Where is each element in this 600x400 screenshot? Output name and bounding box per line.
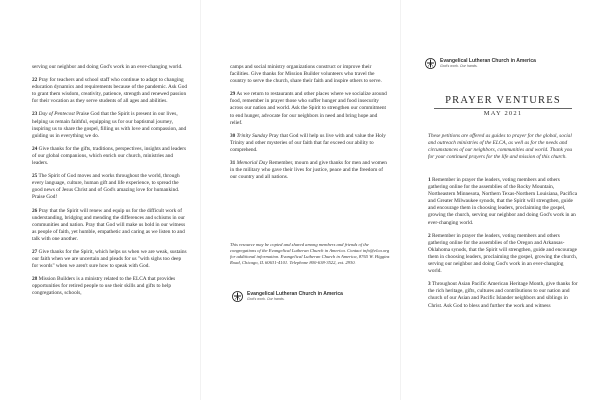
entry-text: Pray that God will help us live with and value the Holy Trinity and other mysteries of our faith that far exceed our ability to comprehend. bbox=[230, 132, 386, 153]
entry-text: Give thanks for the Spirit, which helps us when we are weak, sustains our faith when we are uncertain and pleads for us "with sighs too deep for words" when we aren't sure how to speak with God. bbox=[32, 248, 187, 270]
entry-number: 23 bbox=[32, 111, 38, 118]
entry-number: 31 bbox=[230, 160, 236, 167]
entry-number: 27 bbox=[32, 248, 38, 255]
entry-text: The Spirit of God moves and works throughout the world, through every language, culture, human gift and life experience, to spread the good news of Jesus Christ and of God's amazing love for humankind. Praise God! bbox=[32, 173, 180, 201]
column-1 bbox=[0, 0, 200, 400]
title-divider bbox=[434, 108, 572, 109]
elca-logo-footer bbox=[232, 291, 343, 302]
cross-logo-icon bbox=[425, 58, 436, 69]
org-name: Evangelical Lutheran Church in America bbox=[440, 58, 536, 65]
entry-number: 3 bbox=[428, 281, 431, 288]
carryover-text: camps and social ministry organizations construct or improve their facilities. Give thanks for Mission Builder volunteers who travel the country to serve the church, share their faith and inspire others to serve. bbox=[230, 64, 382, 85]
prayer-entry-29 bbox=[230, 91, 388, 126]
prayer-entry-27 bbox=[32, 249, 188, 270]
org-tagline: God's work. Our hands. bbox=[440, 64, 478, 69]
column-3 bbox=[400, 0, 600, 400]
carryover-text: serving our neighbor and doing God's work in an ever-changing world. bbox=[32, 64, 183, 70]
page-subtitle: MAY 2021 bbox=[483, 110, 523, 117]
entry-number: 26 bbox=[32, 207, 38, 214]
prayer-entry-1 bbox=[428, 177, 578, 227]
entry-text: As we return to restaurants and other places where we socialize around food, remember in prayer those who suffer hunger and food insecurity across our nation and world. Ask the Spirit to strengthen our commitment to end hunger, advocate for our neighbors in need and bring hope and relief. bbox=[230, 91, 387, 126]
entry-text: Mission Builders is a ministry related to the ELCA that provides opportunities for retired people to use their skills and gifts to help congregations, schools, bbox=[32, 276, 176, 297]
entry-text: Throughout Asian Pacific American Heritage Month, give thanks for the rich heritage, gifts, cultures and contributions to our nation and church of our Asian and Pacific Islander neighbors and siblings in Christ. Ask God to bless and further the work and witness bbox=[428, 281, 578, 309]
entry-number: 2 bbox=[428, 232, 431, 239]
prayer-entry-30 bbox=[230, 133, 388, 154]
org-tagline: God's work. Our hands. bbox=[247, 297, 285, 302]
entry-text: Remember, mourn and give thanks for men and women in the military who gave their lives for justice, peace and the freedom of our country and all nations. bbox=[230, 160, 387, 181]
elca-logo-header bbox=[425, 58, 578, 69]
entry-number: 1 bbox=[428, 177, 431, 183]
entry-number: 24 bbox=[32, 145, 38, 152]
intro-text: These petitions are offered as guides to prayer for the global, social and outreach ministries of the ELCA, as well as for the needs and circumstances of our neighbors, communities and world. Thank you for your continued prayers for the life and mission of this church. bbox=[428, 133, 572, 160]
entry-text: Praise God that the Spirit is present in our lives, helping us remain faithful, equipping us for our baptismal journey, inspiring us to share the gospel, filling us with love and compassion, and guiding us in everything we do. bbox=[32, 111, 187, 139]
entry-number: 30 bbox=[230, 132, 236, 139]
prayer-entry-23 bbox=[32, 111, 188, 139]
entry-number: 25 bbox=[32, 173, 38, 180]
entry-number: 22 bbox=[32, 77, 38, 84]
entry-text: Remember in prayer the leaders, voting members and others gathering online for the assemblies of the Rocky Mountain, Northeastern Minnesota, Northern Texas-Northern Louisiana, Pacifica and Greater Milwaukee synods, that the Spirit will strengthen, guide and encourage them in choosing leaders, proclaiming the gospel, growing the church, serving our neighbor and doing God's work in an ever-changing world. bbox=[428, 177, 578, 226]
page-title: PRAYER VENTURES bbox=[445, 95, 561, 106]
prayer-entry-24 bbox=[32, 146, 188, 167]
prayer-entry-28 bbox=[32, 276, 188, 297]
org-name: Evangelical Lutheran Church in America bbox=[247, 291, 343, 298]
prayer-entry-22 bbox=[32, 77, 188, 105]
entry-feast: Day of Pentecost bbox=[38, 111, 75, 118]
entry-number: 28 bbox=[32, 276, 38, 283]
entry-text: Pray that the Spirit will renew and equip us for the difficult work of understanding, bridging and mending the differences and schisms in our communities and nation. Pray that God will make us bold in our witness as people of faith, yet humble, empathetic and caring as we listen to and talk with one another. bbox=[32, 207, 186, 242]
prayer-entry-31 bbox=[230, 160, 388, 181]
column-2 bbox=[200, 0, 400, 400]
prayer-entry-3 bbox=[428, 281, 578, 309]
entry-number: 29 bbox=[230, 91, 236, 98]
cross-logo-icon bbox=[232, 291, 243, 302]
copyright-notice: This resource may be copied and shared among members and friends of the congregations of the Evangelical Lutheran Church in America. Contact info@elca.org for additional information. Evangelical Lutheran Church in America, 8765 W. Higgins Road, Chicago, IL 60631-4101. Telephone 800-638-3522, ext. 2930. bbox=[230, 242, 390, 266]
entry-feast: Trinity Sunday bbox=[236, 132, 268, 139]
entry-text: Pray for teachers and school staff who continue to adapt to changing education dynamics and requirements because of the pandemic. Ask God to grant them wisdom, creativity, patience, strength and renewed passion for their vocation as they serve students of all ages and abilities. bbox=[32, 77, 188, 105]
prayer-entry-26 bbox=[32, 208, 188, 243]
prayer-entry-25 bbox=[32, 173, 188, 201]
prayer-entry-2 bbox=[428, 233, 578, 276]
entry-feast: Memorial Day bbox=[236, 160, 268, 167]
entry-text: Give thanks for the gifts, traditions, perspectives, insights and leaders of our global companions, which enrich our church, ministries and leaders. bbox=[32, 145, 187, 167]
entry-text: Remember in prayer the leaders, voting members and others gathering online for the assemblies of the Oregon and Arkansas-Oklahoma synods, that the Spirit will strengthen, guide and encourage them in choosing leaders, proclaiming the gospel, growing the church, serving our neighbor and doing God's work in an ever-changing world. bbox=[428, 232, 578, 275]
